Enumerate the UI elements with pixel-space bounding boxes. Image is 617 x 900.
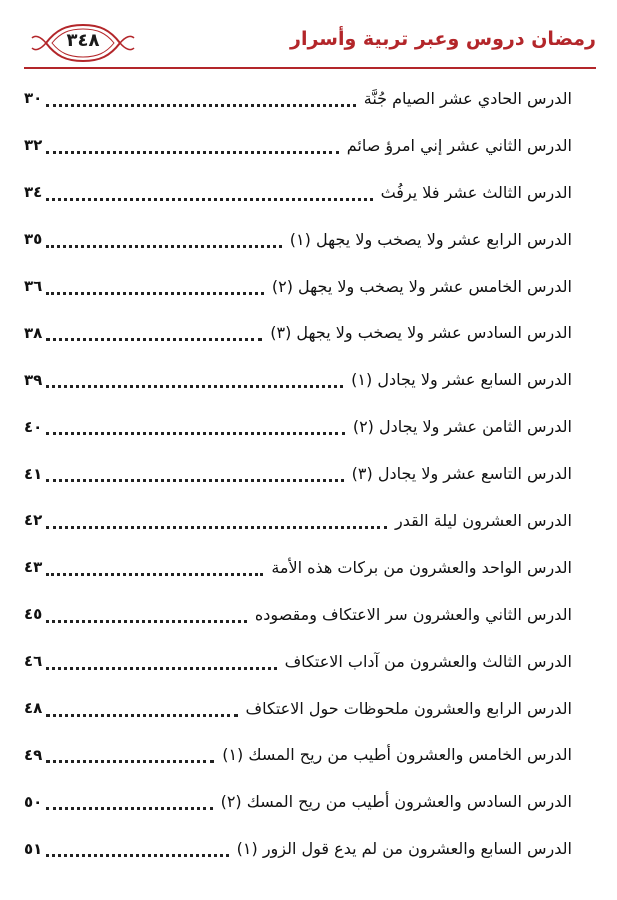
- page-header: [24, 22, 596, 66]
- dot-leader: [46, 371, 343, 388]
- toc-entry: [24, 403, 572, 450]
- dot-leader: [46, 700, 237, 717]
- dot-leader: [46, 418, 345, 435]
- toc-entry-page: ٤٠: [24, 417, 43, 436]
- dot-leader: [46, 278, 264, 295]
- dot-leader: [46, 606, 247, 623]
- dot-leader: [46, 840, 228, 857]
- toc-entry: [24, 263, 572, 310]
- toc-entry-title: الدرس الخامس عشر ولا يصخب ولا يجهل (٢): [271, 276, 572, 296]
- dot-leader: [46, 512, 387, 529]
- dot-leader: [46, 137, 338, 154]
- table-of-contents: [24, 75, 572, 872]
- toc-entry: [24, 75, 572, 122]
- toc-entry: [24, 825, 572, 872]
- dot-leader: [46, 793, 212, 810]
- dot-leader: [46, 184, 372, 201]
- toc-entry-title: الدرس الخامس والعشرون أطيب من ريح المسك (١): [222, 745, 572, 765]
- toc-entry-title: الدرس الرابع عشر ولا يصخب ولا يجهل (١): [289, 229, 572, 249]
- toc-entry-title: الدرس العشرون ليلة القدر: [395, 510, 572, 530]
- toc-entry-title: الدرس الثاني عشر إني امرؤ صائم: [346, 135, 572, 155]
- toc-entry-page: ٣٤: [24, 183, 43, 202]
- toc-entry-page: ٤٥: [24, 605, 43, 624]
- toc-entry-page: ٤٦: [24, 652, 43, 671]
- toc-entry-title: الدرس الحادي عشر الصيام جُنَّة: [363, 88, 572, 108]
- toc-entry-page: ٣٥: [24, 230, 43, 249]
- toc-entry-page: ٣٩: [24, 370, 43, 389]
- toc-entry-title: الدرس السادس والعشرون أطيب من ريح المسك (٢): [220, 792, 572, 812]
- dot-leader: [46, 465, 343, 482]
- toc-entry: [24, 169, 572, 216]
- toc-entry-title: الدرس الرابع والعشرون ملحوظات حول الاعتكاف: [245, 698, 572, 718]
- page-number: ٣٤٨: [66, 30, 100, 51]
- toc-entry: [24, 450, 572, 497]
- running-header-title: رمضان دروس وعبر تربية وأسرار: [290, 28, 596, 50]
- dot-leader: [46, 90, 355, 107]
- toc-entry: [24, 497, 572, 544]
- toc-entry-page: ٣٠: [24, 89, 43, 108]
- toc-entry: [24, 122, 572, 169]
- toc-entry-title: الدرس السادس عشر ولا يصخب ولا يجهل (٣): [270, 323, 572, 343]
- toc-entry: [24, 685, 572, 732]
- toc-entry: [24, 731, 572, 778]
- toc-entry-title: الدرس الثاني والعشرون سر الاعتكاف ومقصوده: [254, 604, 572, 624]
- toc-entry-page: ٣٦: [24, 277, 43, 295]
- toc-entry: [24, 778, 572, 825]
- toc-entry: [24, 216, 572, 263]
- toc-entry-title: الدرس السابع عشر ولا يجادل (١): [351, 370, 572, 390]
- toc-entry-page: ٣٨: [24, 323, 43, 342]
- toc-entry: [24, 309, 572, 356]
- toc-entry-title: الدرس الواحد والعشرون من بركات هذه الأمة: [271, 557, 572, 577]
- toc-entry: [24, 591, 572, 638]
- toc-entry-title: الدرس السابع والعشرون من لم يدع قول الزور (١): [236, 839, 572, 859]
- toc-entry: [24, 544, 572, 591]
- page-number-badge: [30, 22, 136, 64]
- dot-leader: [46, 746, 214, 763]
- dot-leader: [46, 559, 263, 576]
- toc-entry-title: الدرس الثالث والعشرون من آداب الاعتكاف: [284, 651, 572, 671]
- dot-leader: [46, 653, 276, 670]
- toc-entry-page: ٤٢: [24, 511, 43, 530]
- toc-entry-page: ٤٣: [24, 558, 43, 577]
- toc-entry-page: ٤٨: [24, 699, 43, 718]
- toc-entry-page: ٤٩: [24, 745, 43, 764]
- toc-entry-page: ٣٢: [24, 136, 43, 155]
- toc-entry-page: ٥٠: [24, 792, 43, 811]
- toc-entry: [24, 638, 572, 685]
- toc-entry-page: ٤١: [24, 464, 43, 483]
- toc-entry: [24, 356, 572, 403]
- toc-entry-title: الدرس الثامن عشر ولا يجادل (٢): [352, 417, 572, 437]
- toc-entry-title: الدرس الثالث عشر فلا يرفُث: [380, 182, 572, 202]
- dot-leader: [46, 324, 262, 341]
- dot-leader: [46, 231, 281, 248]
- toc-entry-title: الدرس التاسع عشر ولا يجادل (٣): [351, 464, 572, 484]
- header-divider: [24, 67, 596, 69]
- toc-entry-page: ٥١: [24, 839, 43, 858]
